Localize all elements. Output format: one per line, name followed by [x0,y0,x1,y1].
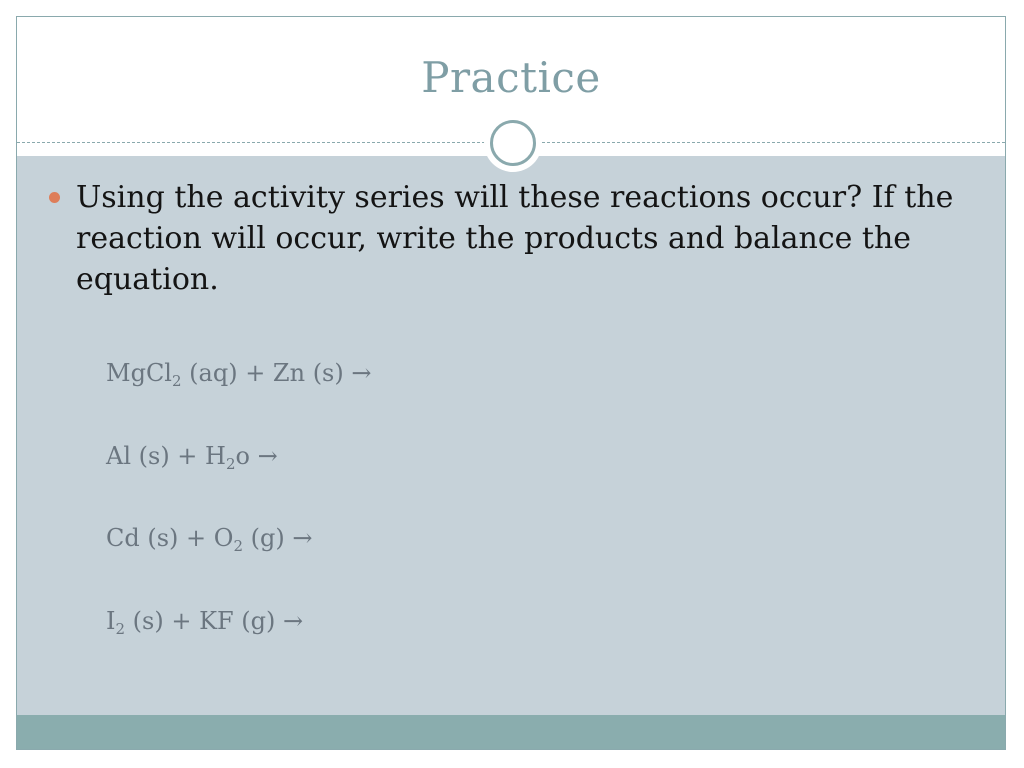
equation-2-sub: 2 [225,455,236,473]
ring-ornament-icon [484,114,542,172]
slide [16,16,1006,750]
equation-1 [106,359,372,390]
equation-3-post: (g) → [243,524,313,552]
equation-2-pre: Al (s) + H [106,442,226,470]
equation-3 [106,524,313,555]
footer-bar [17,715,1005,750]
equation-1-sub: 2 [171,372,182,390]
equation-4-pre: I [106,607,116,635]
equation-3-pre: Cd (s) + O [106,524,234,552]
bullet-dot-icon [49,192,60,203]
equation-4 [106,607,304,638]
bullet-text: Using the activity series will these reactions occur? If the reaction will occur, write the products and balance the equation. [76,180,954,297]
equation-4-sub: 2 [115,620,126,638]
equation-2-post: o → [235,442,278,470]
equation-2 [106,442,278,473]
equation-3-sub: 2 [233,537,243,555]
equation-4-post: (s) + KF (g) → [125,607,304,635]
equation-1-pre: MgCl [106,359,172,387]
equation-1-post: (aq) + Zn (s) → [181,359,372,387]
slide-title: Practice [421,53,601,102]
ring-inner [490,120,536,166]
